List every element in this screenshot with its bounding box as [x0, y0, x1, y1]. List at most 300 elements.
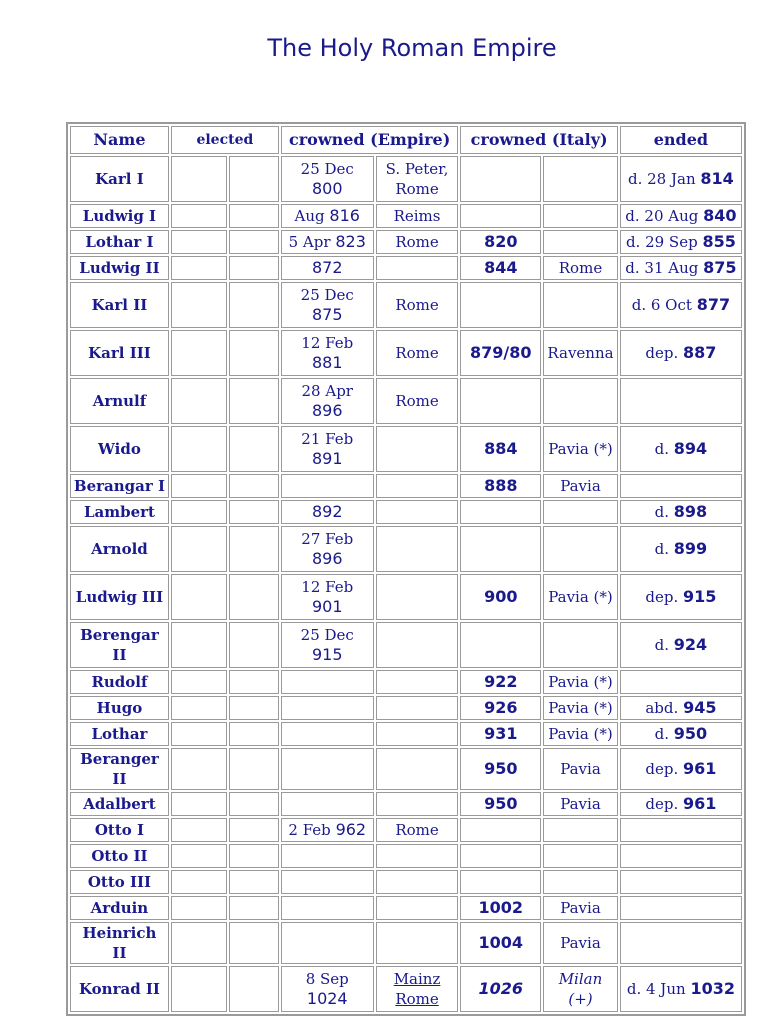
emperor-name-text: Berengar II	[80, 626, 159, 664]
emperor-name	[70, 844, 169, 868]
italy-crown-date	[460, 748, 541, 790]
ended-prefix: dep.	[645, 588, 679, 606]
italy-crown-date	[460, 156, 541, 202]
empire-crown-year: 962	[335, 820, 367, 839]
elected-cell-2	[229, 204, 278, 228]
empire-crown-date	[281, 426, 374, 472]
empire-crown-place	[376, 204, 459, 228]
empire-crown-place-text: Rome	[395, 392, 439, 410]
table-row	[70, 204, 742, 228]
italy-crown-place-text: Pavia	[560, 795, 601, 813]
italy-crown-place	[543, 474, 618, 498]
header-elected: elected	[171, 126, 279, 154]
empire-crown-day: 5 Apr	[288, 233, 331, 251]
ended-cell	[620, 330, 742, 376]
empire-crown-year: 816	[329, 206, 360, 225]
elected-cell-1	[171, 922, 228, 964]
emperor-name-text: Karl I	[95, 170, 144, 188]
italy-crown-year: 900	[484, 587, 518, 606]
empire-crown-year: 881	[311, 353, 343, 372]
empire-crown-day: 27 Feb	[301, 530, 354, 548]
italy-crown-place-text: Pavia (*)	[548, 725, 613, 743]
emperor-name-text: Arnulf	[92, 392, 147, 410]
ended-cell	[620, 204, 742, 228]
italy-crown-date	[460, 204, 541, 228]
empire-crown-year: 892	[311, 502, 343, 521]
emperor-name-text: Rudolf	[91, 673, 148, 691]
elected-cell-2	[229, 722, 278, 746]
italy-crown-place	[543, 500, 618, 524]
elected-cell-1	[171, 696, 228, 720]
empire-crown-year: 896	[311, 401, 343, 420]
elected-cell-1	[171, 622, 228, 668]
empire-crown-date	[281, 474, 374, 498]
italy-crown-year: 820	[484, 232, 518, 251]
ended-cell	[620, 696, 742, 720]
italy-crown-year: 844	[484, 258, 518, 277]
elected-cell-2	[229, 526, 278, 572]
ended-year: 899	[673, 539, 708, 558]
emperor-name-text: Konrad II	[78, 980, 160, 998]
emperor-name	[70, 256, 169, 280]
emperor-name-text: Karl III	[88, 344, 151, 362]
ended-prefix: abd.	[645, 699, 679, 717]
elected-cell-2	[229, 966, 278, 1012]
empire-crown-place	[376, 818, 459, 842]
emperor-name	[70, 870, 169, 894]
empire-crown-place	[376, 670, 459, 694]
empire-crown-place	[376, 574, 459, 620]
italy-crown-place-text: Pavia (*)	[548, 673, 613, 691]
ended-prefix: dep.	[645, 795, 679, 813]
elected-cell-2	[229, 256, 278, 280]
elected-cell-2	[229, 844, 278, 868]
ended-cell	[620, 792, 742, 816]
emperor-name	[70, 966, 169, 1012]
emperor-name-text: Berangar I	[73, 477, 165, 495]
emperor-name-text: Lothar	[91, 725, 148, 743]
emperor-name	[70, 818, 169, 842]
ended-year: 898	[673, 502, 708, 521]
elected-cell-1	[171, 426, 228, 472]
empire-crown-date	[281, 622, 374, 668]
italy-crown-place-text: Pavia	[560, 477, 601, 495]
italy-crown-place	[543, 156, 618, 202]
table-row	[70, 622, 742, 668]
elected-cell-2	[229, 230, 278, 254]
italy-crown-date	[460, 230, 541, 254]
elected-cell-1	[171, 204, 228, 228]
emperor-name	[70, 722, 169, 746]
italy-crown-place	[543, 896, 618, 920]
elected-cell-2	[229, 378, 278, 424]
empire-crown-day: 12 Feb	[301, 334, 354, 352]
italy-crown-place	[543, 256, 618, 280]
header-crowned-italy: crowned (Italy)	[460, 126, 617, 154]
italy-crown-place-text: Rome	[558, 259, 603, 277]
empire-crown-year: 872	[311, 258, 343, 277]
ended-cell	[620, 282, 742, 328]
table-row	[70, 474, 742, 498]
emperor-name	[70, 574, 169, 620]
ended-year: 961	[683, 759, 717, 778]
italy-crown-place-text: Milan	[558, 970, 603, 988]
empire-crown-date	[281, 922, 374, 964]
ended-prefix: d.	[654, 440, 669, 458]
emperor-name-text: Heinrich II	[82, 924, 157, 962]
italy-crown-place	[543, 526, 618, 572]
empire-crown-day: 21 Feb	[301, 430, 354, 448]
empire-crown-place-text: S. Peter, Rome	[385, 160, 449, 198]
ended-year: 875	[703, 258, 737, 277]
elected-cell-1	[171, 282, 228, 328]
empire-crown-place	[376, 526, 459, 572]
empire-crown-date	[281, 722, 374, 746]
italy-crown-date	[460, 574, 541, 620]
empire-crown-year: 896	[311, 549, 343, 568]
italy-crown-place	[543, 792, 618, 816]
table-row	[70, 378, 742, 424]
ended-year: 887	[683, 343, 717, 362]
ended-prefix: d. 20 Aug	[625, 207, 699, 225]
table-row	[70, 230, 742, 254]
italy-crown-place-text: Pavia	[560, 899, 601, 917]
empire-crown-place-text: Rome	[395, 296, 439, 314]
page-title: The Holy Roman Empire	[267, 34, 557, 62]
empire-crown-date	[281, 748, 374, 790]
ended-year: 840	[703, 206, 737, 225]
empire-crown-year: 823	[335, 232, 366, 251]
italy-crown-place	[543, 870, 618, 894]
italy-crown-year: 926	[484, 698, 518, 717]
emperor-name-text: Ludwig III	[75, 588, 164, 606]
italy-crown-place	[543, 426, 618, 472]
empire-crown-place	[376, 722, 459, 746]
empire-crown-year: 875	[311, 305, 343, 324]
italy-crown-year: 888	[484, 476, 518, 495]
italy-crown-date	[460, 896, 541, 920]
italy-crown-place	[543, 722, 618, 746]
empire-crown-place	[376, 748, 459, 790]
empire-crown-day: 12 Feb	[301, 578, 354, 596]
italy-crown-date	[460, 378, 541, 424]
ended-year: 915	[683, 587, 717, 606]
empire-crown-place-text: Rome	[395, 344, 439, 362]
empire-crown-place	[376, 330, 459, 376]
table-row	[70, 282, 742, 328]
ended-cell	[620, 870, 742, 894]
ended-year: 814	[700, 169, 734, 188]
empire-crown-place-link: Mainz	[393, 970, 441, 988]
ended-prefix: d.	[654, 636, 669, 654]
italy-crown-date	[460, 922, 541, 964]
empire-crown-year: 915	[311, 645, 343, 664]
ended-cell	[620, 256, 742, 280]
ended-cell	[620, 722, 742, 746]
empire-crown-place	[376, 500, 459, 524]
italy-crown-year: 884	[484, 439, 518, 458]
elected-cell-1	[171, 574, 228, 620]
header-crowned-empire: crowned (Empire)	[281, 126, 459, 154]
elected-cell-1	[171, 256, 228, 280]
empire-crown-day: 25 Dec	[300, 160, 354, 178]
table-row	[70, 574, 742, 620]
italy-crown-place	[543, 818, 618, 842]
italy-crown-place-text: Pavia (*)	[548, 440, 613, 458]
empire-crown-place	[376, 966, 459, 1012]
elected-cell-2	[229, 748, 278, 790]
emperor-name	[70, 330, 169, 376]
italy-crown-date	[460, 622, 541, 668]
ended-prefix: d. 28 Jan	[628, 170, 696, 188]
ended-prefix: d. 4 Jun	[626, 980, 686, 998]
emperor-name-text: Otto I	[94, 821, 145, 839]
italy-crown-year: 922	[484, 672, 518, 691]
elected-cell-2	[229, 330, 278, 376]
italy-crown-year: 931	[484, 724, 518, 743]
empire-crown-date	[281, 574, 374, 620]
italy-crown-date	[460, 818, 541, 842]
empire-crown-place	[376, 378, 459, 424]
elected-cell-1	[171, 500, 228, 524]
italy-crown-place-text: Pavia	[560, 934, 601, 952]
empire-crown-place-link: Rome	[395, 990, 439, 1008]
italy-crown-place-note: (+)	[568, 990, 593, 1008]
italy-crown-date	[460, 426, 541, 472]
table-row	[70, 818, 742, 842]
empire-crown-date	[281, 500, 374, 524]
emperor-name-text: Adalbert	[83, 795, 156, 813]
empire-crown-place	[376, 156, 459, 202]
empire-crown-day: 25 Dec	[300, 626, 354, 644]
elected-cell-1	[171, 230, 228, 254]
table-row	[70, 330, 742, 376]
elected-cell-1	[171, 722, 228, 746]
empire-crown-place	[376, 922, 459, 964]
elected-cell-1	[171, 844, 228, 868]
ended-prefix: d. 6 Oct	[631, 296, 692, 314]
ended-cell	[620, 966, 742, 1012]
elected-cell-2	[229, 896, 278, 920]
elected-cell-2	[229, 282, 278, 328]
ended-cell	[620, 622, 742, 668]
italy-crown-place	[543, 378, 618, 424]
emperor-name	[70, 156, 169, 202]
table-row	[70, 870, 742, 894]
ended-cell	[620, 922, 742, 964]
empire-crown-place	[376, 896, 459, 920]
elected-cell-1	[171, 474, 228, 498]
emperor-name	[70, 204, 169, 228]
ended-prefix: d.	[654, 725, 669, 743]
table-row	[70, 670, 742, 694]
elected-cell-2	[229, 622, 278, 668]
empire-crown-date	[281, 330, 374, 376]
empire-crown-day: 28 Apr	[301, 382, 353, 400]
emperors-table	[66, 122, 746, 1016]
italy-crown-date	[460, 792, 541, 816]
italy-crown-place	[543, 922, 618, 964]
ended-cell	[620, 526, 742, 572]
empire-crown-date	[281, 378, 374, 424]
empire-crown-date	[281, 870, 374, 894]
emperor-name	[70, 792, 169, 816]
ended-year: 924	[673, 635, 708, 654]
elected-cell-2	[229, 922, 278, 964]
empire-crown-place-text: Reims	[393, 207, 441, 225]
italy-crown-place	[543, 282, 618, 328]
italy-crown-date	[460, 330, 541, 376]
emperor-name	[70, 696, 169, 720]
italy-crown-place-text: Pavia (*)	[548, 588, 613, 606]
italy-crown-date	[460, 282, 541, 328]
italy-crown-place	[543, 230, 618, 254]
empire-crown-year: 891	[311, 449, 343, 468]
empire-crown-date	[281, 896, 374, 920]
empire-crown-date	[281, 156, 374, 202]
italy-crown-place-text: Ravenna	[547, 344, 614, 362]
empire-crown-date	[281, 282, 374, 328]
elected-cell-2	[229, 670, 278, 694]
elected-cell-2	[229, 156, 278, 202]
italy-crown-date	[460, 844, 541, 868]
table-row	[70, 748, 742, 790]
italy-crown-place	[543, 574, 618, 620]
italy-crown-place-text: Pavia (*)	[548, 699, 613, 717]
italy-crown-year: 950	[484, 794, 518, 813]
emperor-name	[70, 922, 169, 964]
italy-crown-date	[460, 526, 541, 572]
empire-crown-place	[376, 282, 459, 328]
empire-crown-date	[281, 818, 374, 842]
emperor-name-text: Ludwig II	[79, 259, 160, 277]
elected-cell-2	[229, 818, 278, 842]
emperor-name-text: Lambert	[83, 503, 155, 521]
italy-crown-date	[460, 722, 541, 746]
italy-crown-year: 879/80	[470, 343, 532, 362]
table-row	[70, 922, 742, 964]
empire-crown-place	[376, 870, 459, 894]
table-row	[70, 844, 742, 868]
ended-cell	[620, 670, 742, 694]
ended-year: 961	[683, 794, 717, 813]
emperor-name-text: Arnold	[91, 540, 148, 558]
italy-crown-date	[460, 870, 541, 894]
ended-cell	[620, 574, 742, 620]
empire-crown-date	[281, 204, 374, 228]
italy-crown-date	[460, 670, 541, 694]
empire-crown-year: 901	[311, 597, 343, 616]
italy-crown-place	[543, 622, 618, 668]
empire-crown-year: 1024	[306, 989, 348, 1008]
ended-year: 945	[683, 698, 717, 717]
ended-prefix: dep.	[645, 760, 679, 778]
italy-crown-year: 950	[484, 759, 518, 778]
emperor-name-text: Lothar I	[85, 233, 154, 251]
empire-crown-place	[376, 256, 459, 280]
elected-cell-2	[229, 870, 278, 894]
elected-cell-1	[171, 748, 228, 790]
ended-cell	[620, 500, 742, 524]
elected-cell-1	[171, 818, 228, 842]
emperor-name-text: Wido	[98, 440, 141, 458]
elected-cell-2	[229, 792, 278, 816]
ended-cell	[620, 156, 742, 202]
empire-crown-day: 8 Sep	[305, 970, 349, 988]
empire-crown-date	[281, 230, 374, 254]
italy-crown-place	[543, 330, 618, 376]
ended-prefix: d. 29 Sep	[625, 233, 698, 251]
italy-crown-place	[543, 748, 618, 790]
emperor-name	[70, 230, 169, 254]
emperor-name	[70, 670, 169, 694]
ended-cell	[620, 378, 742, 424]
elected-cell-2	[229, 426, 278, 472]
ended-year: 877	[696, 295, 731, 314]
empire-crown-place-text: Rome	[395, 821, 439, 839]
empire-crown-date	[281, 256, 374, 280]
empire-crown-place	[376, 622, 459, 668]
ended-cell	[620, 230, 742, 254]
elected-cell-1	[171, 378, 228, 424]
table-row	[70, 792, 742, 816]
table-row	[70, 500, 742, 524]
italy-crown-place-text: Pavia	[560, 760, 601, 778]
italy-crown-place	[543, 696, 618, 720]
emperor-name	[70, 500, 169, 524]
ended-cell	[620, 818, 742, 842]
table-row	[70, 696, 742, 720]
elected-cell-2	[229, 500, 278, 524]
italy-crown-date	[460, 474, 541, 498]
italy-crown-place	[543, 844, 618, 868]
elected-cell-2	[229, 574, 278, 620]
ended-year: 1032	[690, 979, 735, 998]
table-row	[70, 156, 742, 202]
empire-crown-day: Aug	[294, 207, 325, 225]
table-row	[70, 526, 742, 572]
emperor-name	[70, 474, 169, 498]
empire-crown-place	[376, 426, 459, 472]
emperor-name-text: Hugo	[96, 699, 143, 717]
emperor-name	[70, 378, 169, 424]
emperor-name	[70, 896, 169, 920]
empire-crown-place-text: Rome	[395, 233, 439, 251]
emperor-name	[70, 282, 169, 328]
header-name: Name	[70, 126, 169, 154]
empire-crown-place	[376, 792, 459, 816]
elected-cell-2	[229, 696, 278, 720]
italy-crown-date	[460, 500, 541, 524]
ended-year: 894	[673, 439, 708, 458]
elected-cell-1	[171, 156, 228, 202]
empire-crown-date	[281, 844, 374, 868]
italy-crown-date	[460, 966, 541, 1012]
empire-crown-place	[376, 844, 459, 868]
table-row	[70, 722, 742, 746]
emperor-name-text: Otto III	[87, 873, 152, 891]
table-row	[70, 966, 742, 1012]
elected-cell-1	[171, 330, 228, 376]
italy-crown-place	[543, 670, 618, 694]
table-row	[70, 426, 742, 472]
italy-crown-place	[543, 204, 618, 228]
empire-crown-date	[281, 670, 374, 694]
empire-crown-date	[281, 526, 374, 572]
italy-crown-place	[543, 966, 618, 1012]
italy-crown-date	[460, 696, 541, 720]
ended-cell	[620, 426, 742, 472]
